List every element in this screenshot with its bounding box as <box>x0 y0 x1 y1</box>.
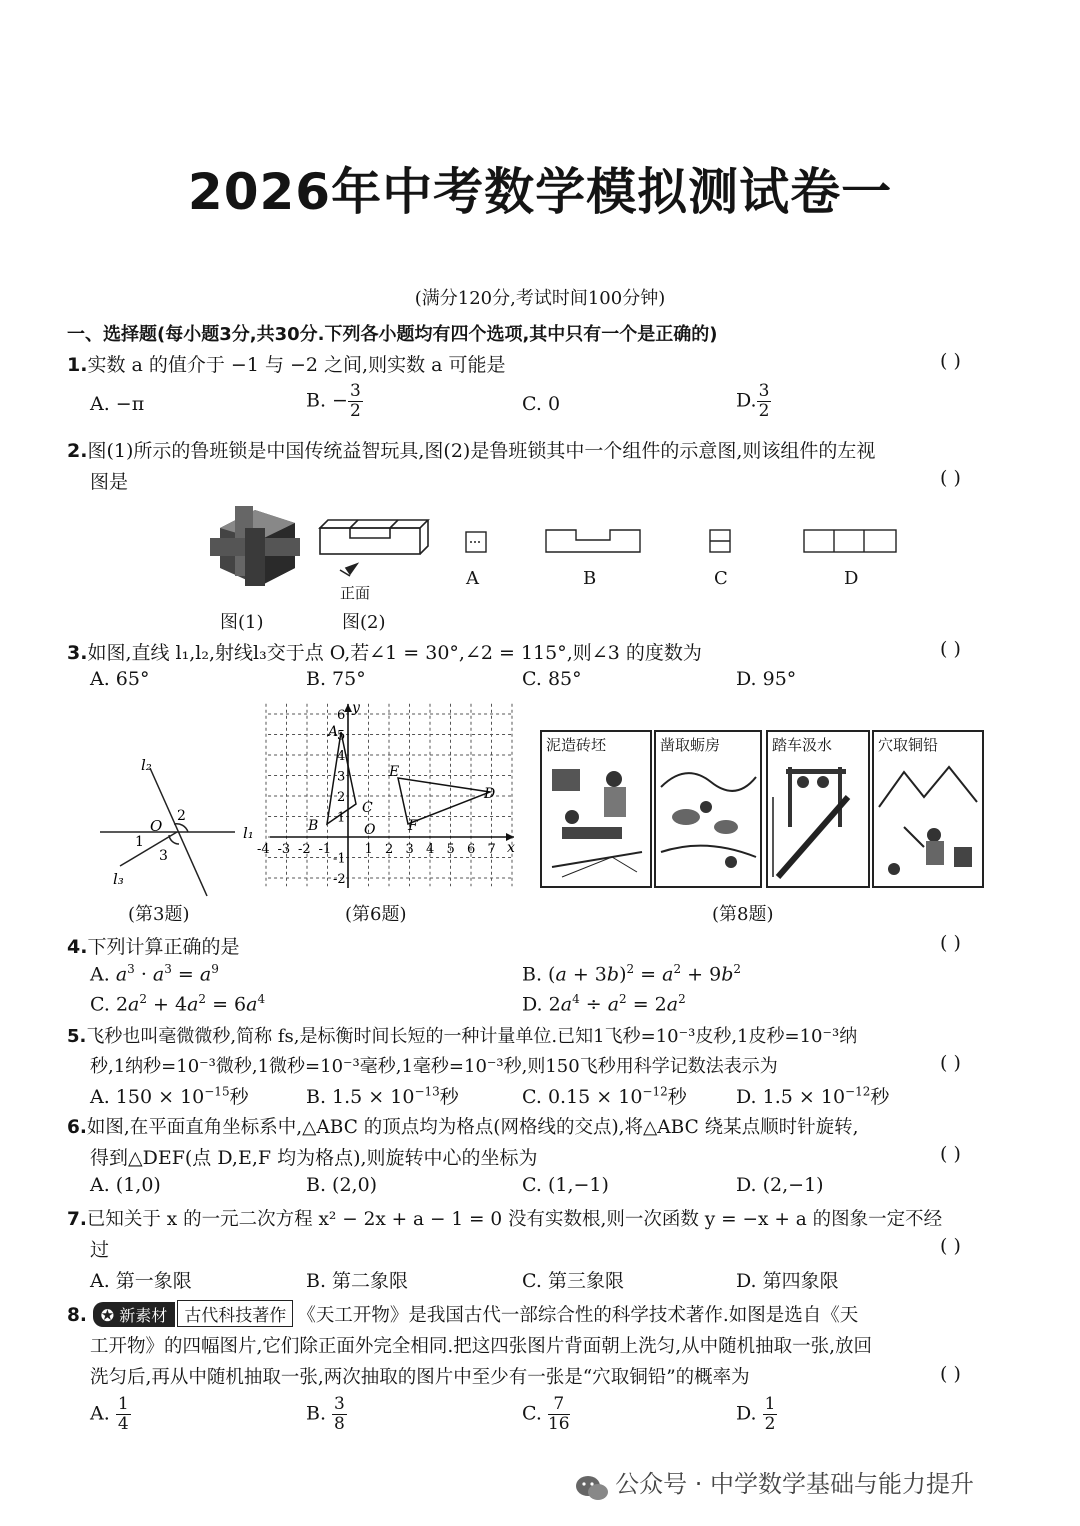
denominator: 2 <box>758 401 770 421</box>
fraction <box>116 1395 131 1434</box>
question-number: 4. <box>67 936 88 958</box>
numerator: 1 <box>764 1394 776 1414</box>
luban-lock-image <box>210 506 300 586</box>
ray-l3 <box>120 832 177 866</box>
woodcut-illustration <box>542 757 650 883</box>
wechat-watermark <box>574 1464 974 1502</box>
denominator: 8 <box>334 1414 345 1434</box>
question-text: 已知关于 x 的一元二次方程 x² − 2x + a − 1 = 0 没有实数根,则一次函数 y = −x + a 的图象一定不经 <box>86 1209 943 1230</box>
x-tick-label: 7 <box>487 842 496 857</box>
denominator: 4 <box>117 1414 129 1434</box>
x-tick-label: -4 <box>257 842 270 857</box>
y-tick-label: 3 <box>337 769 346 785</box>
label-l2: l₂ <box>141 756 152 774</box>
badge-text: 新素材 <box>119 1306 168 1325</box>
option-d <box>736 382 771 421</box>
denominator: 16 <box>547 1414 570 1434</box>
option-c: C. (1,−1) <box>522 1174 609 1196</box>
option-b: B. $\frac{3}{8}$ <box>306 1394 345 1434</box>
option-label: B. − <box>306 389 348 412</box>
woodcut-illustration <box>656 757 760 883</box>
watermark-text: 公众号 · 中学数学基础与能力提升 <box>615 1470 974 1498</box>
question-2 <box>67 436 875 463</box>
front-label: 正面 <box>340 584 371 602</box>
option-d: D. 第四象限 <box>736 1270 839 1292</box>
figure-q3-lines <box>95 748 265 898</box>
option-a: A. $150 \times 10^{-15}$秒 <box>90 1084 249 1108</box>
view-option-b <box>546 530 640 552</box>
vertex-b: B <box>308 818 319 834</box>
question-number: 1. <box>67 354 88 376</box>
fraction <box>757 382 772 421</box>
x-tick-label: 2 <box>385 842 394 857</box>
question-8 <box>67 1300 858 1327</box>
option-d: D. (2,−1) <box>736 1174 824 1196</box>
option-b: B. 第二象限 <box>306 1270 409 1292</box>
figure-q6-grid <box>257 700 518 895</box>
denominator: 2 <box>764 1414 776 1434</box>
option-b: B. 75° <box>306 668 366 690</box>
y-tick-label: 4 <box>337 749 346 764</box>
question-text: 下列计算正确的是 <box>87 936 240 958</box>
option-a: A. 65° <box>90 668 150 690</box>
option-a-label: A <box>466 568 479 589</box>
picture-title: 凿取蛎房 <box>660 736 721 754</box>
question-text-cont: 过 <box>90 1239 110 1261</box>
question-text: 飞秒也叫毫微微秒,简称 fs,是标衡时间长短的一种计量单位.已知1飞秒=10⁻³皮秒,1皮秒=10⁻³纳 <box>86 1026 858 1047</box>
figure-3-caption: (第3题) <box>128 904 190 925</box>
answer-bracket[interactable]: ( ) <box>940 638 961 660</box>
fraction <box>332 1395 347 1434</box>
star-icon: ✪ <box>100 1306 115 1325</box>
option-a: A. $\frac{1}{4}$ <box>90 1394 129 1434</box>
answer-bracket[interactable]: ( ) <box>940 1363 961 1385</box>
topic-badge: 古代科技著作 <box>177 1300 293 1327</box>
answer-bracket[interactable]: ( ) <box>940 1052 961 1074</box>
question-text: 如图,直线 l₁,l₂,射线l₃交于点 O,若∠1 = 30°,∠2 = 115°,则∠3 的度数为 <box>87 642 702 664</box>
option-b: B. (2,0) <box>306 1174 378 1196</box>
picture-copper-mining <box>872 730 984 888</box>
numerator: 3 <box>349 381 361 401</box>
x-label: x <box>507 840 515 856</box>
question-5 <box>67 1022 857 1048</box>
question-number: 2. <box>67 440 88 462</box>
picture-title: 踏车汲水 <box>772 736 833 754</box>
figure-6-caption: (第6题) <box>345 904 407 925</box>
view-option-a <box>466 532 486 552</box>
question-number: 3. <box>67 642 88 664</box>
x-tick-label: 3 <box>405 842 414 857</box>
angle-3-label: 3 <box>159 848 168 864</box>
x-tick-label: -3 <box>277 842 291 857</box>
label-o: O <box>150 817 163 835</box>
x-tick-label: 6 <box>467 842 476 857</box>
view-option-d <box>804 530 896 552</box>
page-title: 2026年中考数学模拟测试卷一 <box>187 163 893 221</box>
option-c: C. 第三象限 <box>522 1270 624 1292</box>
answer-bracket[interactable]: ( ) <box>940 467 961 489</box>
x-tick-label: 4 <box>426 842 435 857</box>
figure-8-caption: (第8题) <box>712 904 774 925</box>
question-number: 8. <box>67 1305 87 1326</box>
option-c: C. $2a^2 + 4a^2 = 6a^4$ <box>90 992 266 1016</box>
answer-bracket[interactable]: ( ) <box>940 1235 961 1257</box>
label-l3: l₃ <box>113 870 124 888</box>
vertex-d: D <box>484 786 496 802</box>
vertex-c: C <box>362 800 373 816</box>
question-text: 如图,在平面直角坐标系中,△ABC 的顶点均为格点(网格线的交点),将△ABC 绕某点顺时针旋转, <box>86 1117 859 1138</box>
option-c: C. 0 <box>522 393 561 415</box>
component-diagram <box>320 520 428 576</box>
option-label: D. <box>736 389 757 412</box>
option-a: A. (1,0) <box>90 1174 161 1196</box>
y-tick-label: -2 <box>333 872 346 887</box>
view-option-c <box>710 530 730 552</box>
y-tick-label: 2 <box>337 790 346 805</box>
answer-bracket[interactable]: ( ) <box>940 932 961 954</box>
picture-title: 穴取铜铅 <box>878 736 939 754</box>
fraction <box>548 1395 570 1434</box>
y-tick-label: 6 <box>337 708 346 723</box>
question-text: 实数 a 的值介于 −1 与 −2 之间,则实数 a 可能是 <box>87 354 506 376</box>
x-tick-label: -2 <box>298 842 311 857</box>
question-text: 《天工开物》是我国古代一部综合性的科学技术著作.如图是选自《天 <box>297 1305 859 1326</box>
question-text-cont: 秒,1纳秒=10⁻³微秒,1微秒=10⁻³毫秒,1毫秒=10⁻³秒,则150飞秒用科学记数法表示为 <box>90 1056 778 1077</box>
option-b: B. $1.5 \times 10^{-13}$秒 <box>306 1084 459 1108</box>
option-d: D. $\frac{1}{2}$ <box>736 1394 776 1434</box>
answer-bracket[interactable]: ( ) <box>940 350 961 372</box>
numerator: 1 <box>117 1394 129 1414</box>
question-number: 5. <box>67 1026 87 1047</box>
y-tick-label: -1 <box>333 851 346 867</box>
option-c: C. $\frac{7}{16}$ <box>522 1394 570 1434</box>
figure-2-caption: 图(2) <box>342 612 386 633</box>
numerator: 3 <box>758 381 770 401</box>
option-b: B. $(a + 3b)^2 = a^2 + 9b^2$ <box>522 962 741 986</box>
question-4 <box>67 932 239 959</box>
fraction <box>348 382 363 421</box>
numerator: 7 <box>548 1395 570 1415</box>
x-tick-label: -1 <box>318 842 332 857</box>
answer-bracket[interactable]: ( ) <box>940 1143 961 1165</box>
origin-label: O <box>364 822 376 838</box>
option-a: A. −π <box>90 393 145 415</box>
option-b-label: B <box>583 568 597 589</box>
new-material-badge <box>93 1302 176 1327</box>
angle-2-label: 2 <box>177 808 186 824</box>
x-tick-label: 1 <box>364 842 373 857</box>
question-text-cont: 图是 <box>90 471 129 493</box>
option-d: D. $1.5 \times 10^{-12}$秒 <box>736 1084 890 1108</box>
picture-clay-bricks <box>540 730 652 888</box>
luban-lock-figures <box>200 498 920 638</box>
picture-water-wheel <box>766 730 870 888</box>
vertex-e: E <box>389 764 400 780</box>
question-number: 7. <box>67 1209 87 1230</box>
picture-oyster-shells <box>654 730 762 888</box>
question-text-cont: 工开物》的四幅图片,它们除正面外完全相同.把这四张图片背面朝上洗匀,从中随机抽取一张,放回 <box>90 1336 873 1357</box>
option-a: A. $a^3 \cdot a^3 = a^9$ <box>90 962 219 986</box>
x-tick-label: 5 <box>446 842 455 857</box>
option-c: C. $0.15 \times 10^{-12}$秒 <box>522 1084 687 1108</box>
numerator: 3 <box>334 1394 345 1414</box>
option-d: D. 95° <box>736 668 797 690</box>
picture-title: 泥造砖坯 <box>546 736 607 754</box>
question-7 <box>67 1205 942 1231</box>
option-d: D. $2a^4 \div a^2 = 2a^2$ <box>522 992 686 1016</box>
wechat-icon <box>574 1474 610 1502</box>
question-3 <box>67 638 702 665</box>
question-number: 6. <box>67 1117 87 1138</box>
y-tick-label: 1 <box>337 810 346 826</box>
option-c: C. 85° <box>522 668 582 690</box>
label-l1: l₁ <box>243 824 254 842</box>
section-header: 一、选择题(每小题3分,共30分.下列各小题均有四个选项,其中只有一个是正确的) <box>67 324 718 345</box>
option-d-label: D <box>844 568 859 589</box>
woodcut-illustration <box>874 757 982 883</box>
woodcut-illustration <box>768 757 868 883</box>
figure-1-caption: 图(1) <box>220 612 264 633</box>
question-text-cont: 得到△DEF(点 D,E,F 均为格点),则旋转中心的坐标为 <box>90 1147 538 1169</box>
y-tick-label: 5 <box>337 728 346 744</box>
denominator: 2 <box>349 401 361 421</box>
option-b <box>306 382 363 421</box>
question-6 <box>67 1113 859 1139</box>
question-text-cont: 洗匀后,再从中随机抽取一张,两次抽取的图片中至少有一张是“穴取铜铅”的概率为 <box>90 1367 750 1388</box>
angle-1-label: 1 <box>135 834 144 850</box>
y-label: y <box>352 700 360 716</box>
vertex-a: A <box>328 724 339 740</box>
exam-info: (满分120分,考试时间100分钟) <box>414 288 666 309</box>
question-text: 图(1)所示的鲁班锁是中国传统益智玩具,图(2)是鲁班锁其中一个组件的示意图,则该组件的左视 <box>87 440 876 462</box>
vertex-f: F <box>408 818 418 834</box>
option-c-label: C <box>714 568 728 589</box>
fraction <box>763 1395 778 1434</box>
question-1 <box>67 350 505 377</box>
option-a: A. 第一象限 <box>90 1270 192 1292</box>
